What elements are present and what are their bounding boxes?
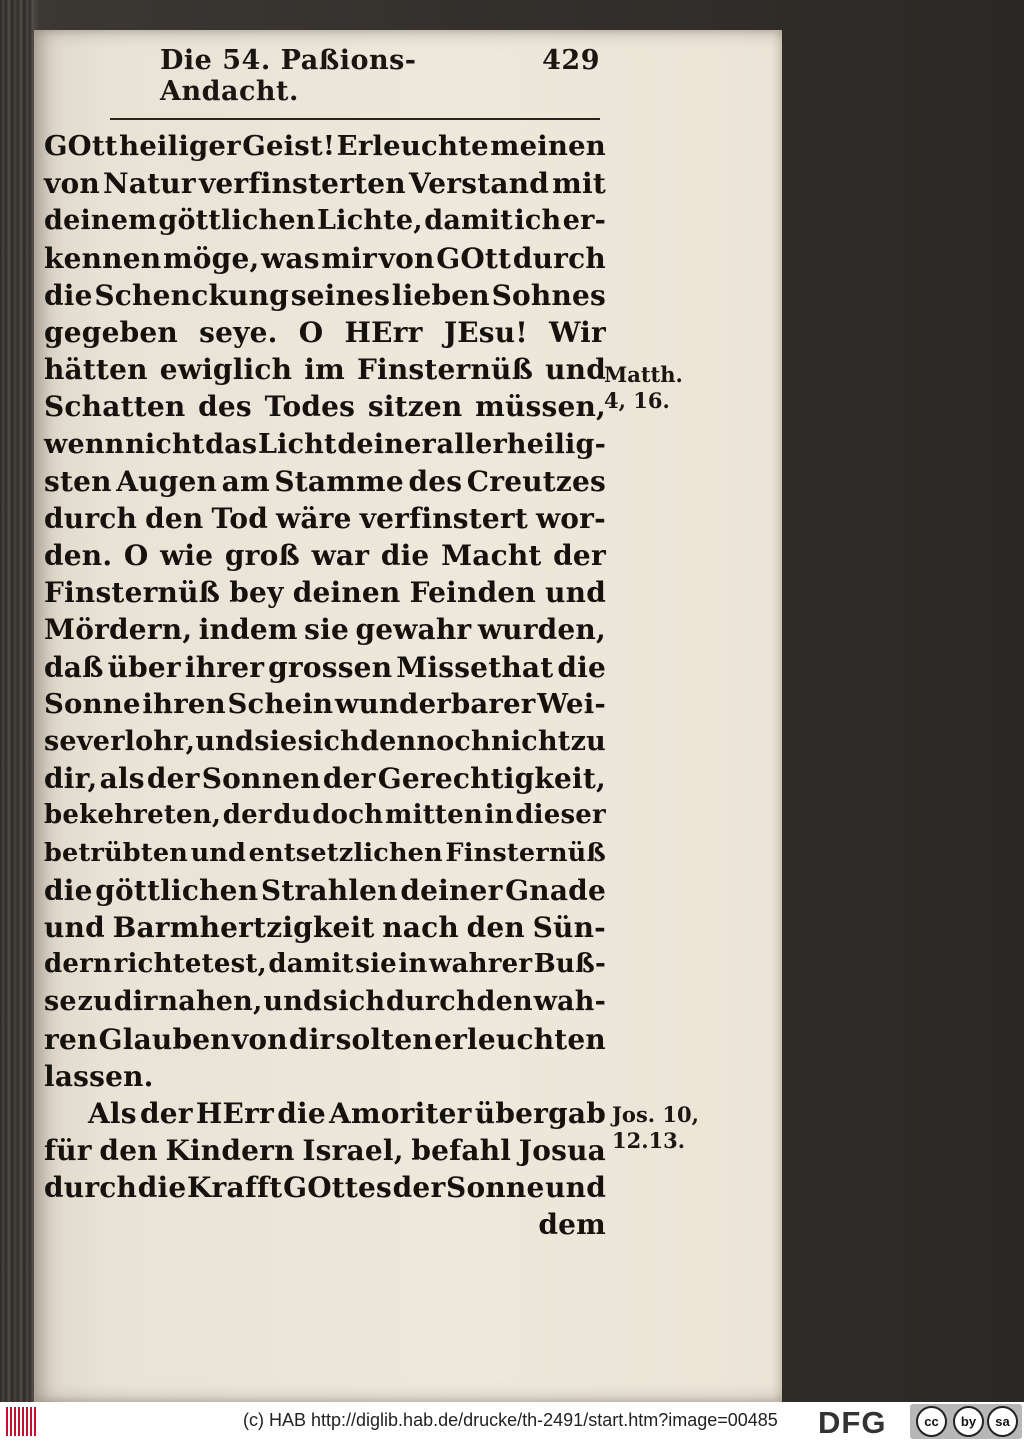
- text-line: [44, 500, 606, 537]
- word: Kindern: [165, 1134, 295, 1168]
- word: Sohnes: [491, 278, 606, 312]
- word: Israel,: [302, 1134, 404, 1168]
- word: dir: [288, 1022, 335, 1056]
- word: den: [476, 986, 533, 1018]
- word: durch: [385, 986, 476, 1018]
- text-line: [44, 686, 606, 723]
- word: am: [221, 464, 270, 498]
- text-line: [44, 574, 606, 611]
- word: Finsternüß: [44, 576, 221, 610]
- word: Schenckung: [94, 278, 289, 312]
- text-line: [44, 1058, 606, 1095]
- text-line: [44, 946, 606, 983]
- word: richtetest,: [113, 949, 267, 980]
- word: möge,: [162, 241, 260, 275]
- word: seye.: [199, 315, 278, 349]
- word: Sonne: [446, 1171, 545, 1205]
- word: durch: [44, 501, 138, 535]
- word: der: [392, 1171, 446, 1205]
- text-line: [44, 723, 606, 760]
- word: deiner: [337, 428, 436, 460]
- text-line: [44, 202, 606, 239]
- text-line: [44, 351, 606, 388]
- word: ren: [44, 1022, 98, 1056]
- text-line: [44, 1132, 606, 1169]
- word: Lichte,: [317, 205, 423, 237]
- word: Sonnen: [201, 762, 321, 796]
- word: verlohr,: [76, 726, 196, 757]
- word: damit: [268, 949, 354, 980]
- word: mir: [321, 241, 377, 275]
- word: Erleuchte: [336, 130, 489, 162]
- by-icon: by: [953, 1406, 984, 1437]
- word: seines: [290, 278, 391, 312]
- word: verfinstert: [359, 501, 528, 535]
- word: HErr: [344, 315, 423, 349]
- word: dir,: [44, 762, 98, 796]
- word: deiner: [400, 873, 503, 907]
- text-line: [44, 835, 606, 872]
- word: wäre: [276, 501, 352, 535]
- word: der: [222, 800, 272, 831]
- word: des: [408, 464, 463, 498]
- word: lieben: [391, 278, 490, 312]
- word: se: [44, 986, 77, 1018]
- marginal-note: Matth. 4, 16.: [604, 362, 683, 413]
- word: den: [466, 910, 525, 944]
- word: die: [557, 650, 606, 684]
- word: Missethat: [396, 650, 554, 684]
- word: Licht: [257, 428, 337, 460]
- dfg-logo: DFG: [818, 1405, 887, 1440]
- word: und: [545, 353, 606, 387]
- word: ich: [514, 205, 562, 237]
- word: sie: [254, 726, 298, 757]
- text-line: [44, 983, 606, 1020]
- word: Wei-: [537, 687, 606, 720]
- word: mitten: [384, 800, 483, 831]
- text-line: [44, 388, 606, 425]
- word: GOtt: [44, 130, 118, 162]
- word: die: [380, 539, 430, 573]
- text-line: [44, 165, 606, 202]
- word: göttlichen: [158, 205, 316, 237]
- word: O: [298, 315, 324, 349]
- word: deinen: [292, 576, 401, 610]
- word: den.: [44, 539, 113, 573]
- word: ewiglich: [159, 353, 293, 387]
- word: se: [44, 726, 77, 757]
- text-line: [44, 1095, 606, 1132]
- text-line: [44, 872, 606, 909]
- word: dennoch: [360, 726, 491, 757]
- word: Creutzes: [466, 464, 606, 498]
- word: allerheilig-: [436, 428, 606, 460]
- body-text: [44, 128, 606, 1244]
- word: wah-: [533, 986, 606, 1018]
- word: für: [44, 1134, 92, 1168]
- word: das: [205, 428, 258, 460]
- running-title: Die 54. Paßions-Andacht.: [160, 45, 417, 107]
- word: doch: [312, 800, 384, 831]
- sa-icon: sa: [987, 1406, 1018, 1437]
- word: von: [378, 241, 435, 275]
- word: Geist!: [242, 130, 336, 162]
- word: was: [261, 241, 320, 275]
- word: Sün-: [532, 910, 606, 944]
- word: nicht: [125, 428, 205, 460]
- word: O: [123, 539, 149, 573]
- word: er-: [562, 205, 606, 237]
- word: mit: [552, 167, 606, 201]
- word: und: [195, 726, 255, 757]
- word: HErr: [195, 1096, 274, 1130]
- text-line: [44, 426, 606, 463]
- word: betrübten: [44, 837, 188, 868]
- word: sitzen: [367, 390, 463, 424]
- word: befahl: [411, 1134, 512, 1168]
- text-line: [44, 314, 606, 351]
- text-line: [44, 611, 606, 648]
- word: und: [263, 986, 323, 1018]
- word: verfinsterten: [198, 167, 406, 201]
- word: Wir: [549, 315, 606, 349]
- text-line: [44, 537, 606, 574]
- word: den: [99, 1134, 158, 1168]
- word: nicht: [491, 726, 571, 757]
- word: daß: [44, 650, 104, 684]
- word: des: [198, 390, 252, 424]
- word: Strahlen: [260, 873, 398, 907]
- word: bey: [229, 576, 284, 610]
- text-line: [44, 463, 606, 500]
- word: Feinden: [409, 576, 536, 610]
- word: wurden,: [477, 613, 606, 647]
- header-rule: [110, 118, 600, 120]
- word: nahen,: [158, 986, 263, 1018]
- text-line: [44, 128, 606, 165]
- word: Amoriter: [329, 1096, 472, 1130]
- word: wie: [160, 539, 214, 573]
- word: lassen.: [44, 1059, 154, 1093]
- word: Krafft: [186, 1171, 283, 1205]
- word: im: [304, 353, 345, 387]
- text-line: [44, 1169, 606, 1206]
- word: der: [553, 539, 606, 573]
- word: GOttes: [283, 1171, 393, 1205]
- word: Glauben: [98, 1022, 231, 1056]
- word: GOtt: [436, 241, 512, 275]
- word: und: [545, 1171, 606, 1205]
- word: heiliger: [119, 130, 241, 162]
- word: damit: [424, 205, 513, 237]
- word: die: [277, 1096, 326, 1130]
- word: dieser: [515, 800, 606, 831]
- word: durch: [44, 1171, 138, 1205]
- page-stack-edge: [0, 0, 34, 1402]
- word: JEsu!: [443, 315, 528, 349]
- word: die: [44, 873, 93, 907]
- word: war: [311, 539, 370, 573]
- word: sie: [304, 613, 349, 647]
- word: indem: [198, 613, 298, 647]
- word: du: [273, 800, 311, 831]
- word: sten: [44, 464, 112, 498]
- word: sich: [322, 986, 386, 1018]
- cc-icon: cc: [916, 1406, 947, 1437]
- word: gegeben: [44, 315, 178, 349]
- word: Stamme: [274, 464, 404, 498]
- word: ihren: [142, 687, 226, 720]
- word: Finsternüß: [445, 837, 606, 868]
- word: über: [107, 650, 181, 684]
- word: Gnade: [505, 873, 606, 907]
- word: der: [146, 762, 200, 796]
- word: Tod: [211, 501, 268, 535]
- word: hätten: [44, 353, 148, 387]
- word: die: [44, 278, 93, 312]
- word: kennen: [44, 241, 162, 275]
- word: Josua: [518, 1134, 606, 1168]
- word: dir: [113, 986, 158, 1018]
- page-number: 429: [542, 45, 600, 76]
- text-line: [44, 760, 606, 797]
- word: der: [322, 762, 376, 796]
- word: wor-: [536, 501, 606, 535]
- word: als: [99, 762, 145, 796]
- word: Schein: [227, 687, 334, 720]
- page-header: [160, 45, 600, 107]
- word: die: [137, 1171, 187, 1205]
- show-through-text: [600, 470, 720, 1120]
- word: ihrer: [184, 650, 265, 684]
- word: übergab: [474, 1096, 606, 1130]
- word: in: [398, 949, 428, 980]
- word: und: [44, 910, 105, 944]
- word: wunderbarer: [334, 687, 536, 720]
- text-line: [44, 277, 606, 314]
- text-line: [44, 240, 606, 277]
- word: in: [484, 800, 514, 831]
- text-line: [44, 909, 606, 946]
- word: Mördern,: [44, 613, 193, 647]
- word: Todes: [264, 390, 356, 424]
- word: bekehreten,: [44, 800, 222, 831]
- word: Sonne: [44, 687, 141, 720]
- catchword: dem: [538, 1208, 606, 1242]
- word: Macht: [441, 539, 542, 573]
- word: von: [231, 1022, 288, 1056]
- word: Barmhertzigkeit: [112, 910, 375, 944]
- word: Als: [88, 1096, 137, 1130]
- word: der: [139, 1096, 193, 1130]
- word: sich: [297, 726, 360, 757]
- viewer-footer: [0, 1402, 1024, 1441]
- word: nach: [382, 910, 459, 944]
- word: wahrer: [429, 949, 533, 980]
- word: groß: [224, 539, 300, 573]
- marginal-note: Jos. 10, 12.13.: [612, 1102, 699, 1153]
- word: Natur: [103, 167, 196, 201]
- word: zu: [77, 986, 113, 1018]
- word: gewahr: [355, 613, 472, 647]
- word: erleuchten: [434, 1022, 606, 1056]
- word: entsetzlichen: [248, 837, 443, 868]
- word: müssen,: [475, 390, 606, 424]
- word: Verstand: [408, 167, 550, 201]
- word: von: [44, 167, 100, 201]
- word: meinen: [490, 130, 606, 162]
- word: den: [145, 501, 204, 535]
- credit-link[interactable]: (c) HAB http://diglib.hab.de/drucke/th-2491/start.htm?image=00485: [243, 1410, 778, 1430]
- word: sie: [355, 949, 397, 980]
- word: Buß-: [533, 949, 606, 980]
- hab-logo-icon: [6, 1407, 38, 1436]
- word: Augen: [116, 464, 218, 498]
- word: deinem: [44, 205, 157, 237]
- word: solten: [335, 1022, 433, 1056]
- text-line: [44, 797, 606, 834]
- word: Finsternüß: [356, 353, 534, 387]
- text-line: [44, 649, 606, 686]
- word: grossen: [268, 650, 393, 684]
- word: zu: [570, 726, 606, 757]
- word: und: [545, 576, 606, 610]
- word: Gerechtigkeit,: [377, 762, 606, 796]
- word: dern: [44, 949, 113, 980]
- word: Schatten: [44, 390, 186, 424]
- word: durch: [512, 241, 606, 275]
- text-line: [44, 1021, 606, 1058]
- word: und: [190, 837, 247, 868]
- word: wenn: [44, 428, 125, 460]
- word: göttlichen: [95, 873, 259, 907]
